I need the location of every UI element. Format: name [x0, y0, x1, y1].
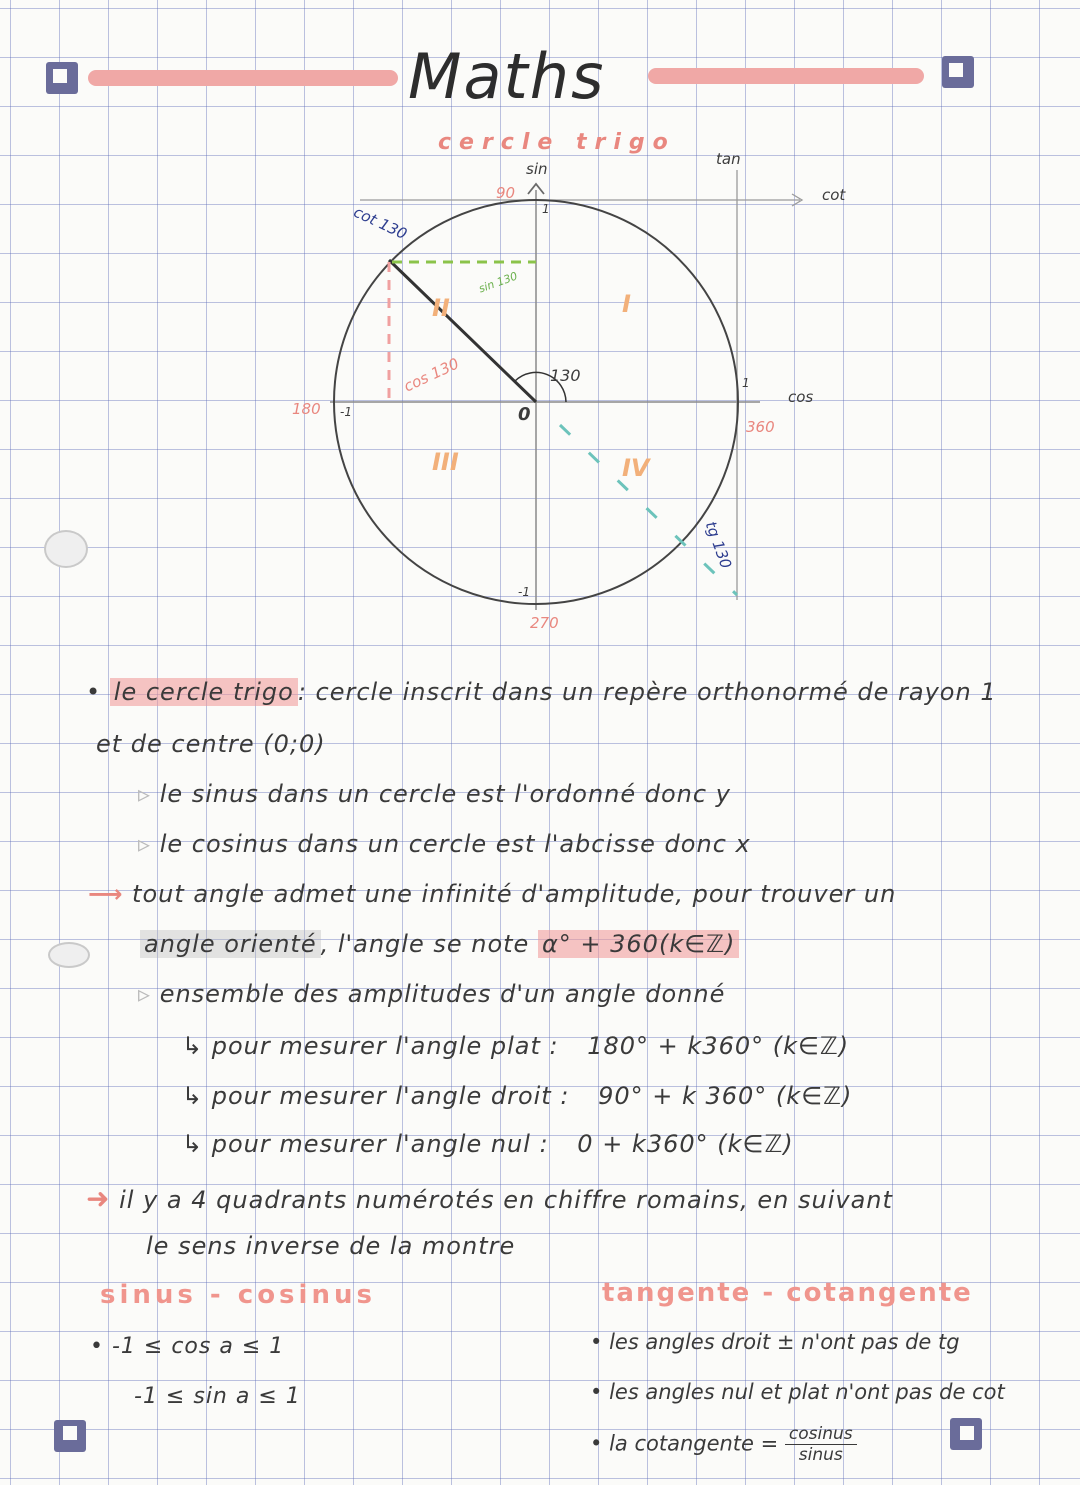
angle-line-1: ⟶ tout angle admet une infinité d'amplitude, pour trouver un [88, 880, 897, 908]
tick-left-label: -1 [340, 405, 352, 419]
tangente-line-2: • les angles nul et plat n'ont pas de cot [590, 1380, 1005, 1404]
sinus-cosinus-line-1: • -1 ≤ cos a ≤ 1 [90, 1334, 285, 1359]
sinus-text: le sinus dans un cercle est l'ordonné donc y [159, 780, 731, 808]
ensemble-line: ▹ ensemble des amplitudes d'un angle donné [138, 980, 726, 1008]
origin-label: 0 [518, 404, 531, 425]
deg-90-label: 90 [496, 184, 516, 202]
nul-label: pour mesurer l'angle nul : [211, 1130, 549, 1158]
angle-130-label: 130 [550, 366, 581, 385]
plat-line: ↳ pour mesurer l'angle plat : 180° + k360° (k∈ℤ) [182, 1032, 850, 1060]
cotangente-fraction [785, 1424, 857, 1465]
axis-tan-label: tan [716, 150, 741, 168]
axis-sin-label: sin [526, 160, 548, 178]
quadrant-i-label: I [622, 290, 631, 318]
tangente-cotangente-title: tangente - cotangente [602, 1278, 973, 1308]
deg-270-label: 270 [530, 614, 559, 632]
sinus-line: ▹ le sinus dans un cercle est l'ordonné donc y [138, 780, 731, 808]
quadrants-text-1: il y a 4 quadrants numérotés en chiffre romains, en suivant [119, 1186, 893, 1214]
definition-term: le cercle trigo [110, 678, 298, 706]
nul-formula: 0 + k360° (k∈ℤ) [577, 1130, 794, 1158]
droit-label: pour mesurer l'angle droit : [211, 1082, 570, 1110]
plat-formula: 180° + k360° (k∈ℤ) [587, 1032, 850, 1060]
ensemble-text: ensemble des amplitudes d'un angle donné [159, 980, 726, 1008]
angle-text-1: tout angle admet une infinité d'amplitude, pour trouver un [132, 880, 897, 908]
sinus-cosinus-title: sinus - cosinus [100, 1280, 376, 1310]
nul-line: ↳ pour mesurer l'angle nul : 0 + k360° (k∈ℤ) [182, 1130, 794, 1158]
angle-term: angle orienté [140, 930, 321, 958]
cosinus-line: ▹ le cosinus dans un cercle est l'abcisse donc x [138, 830, 751, 858]
quadrant-ii-label: II [432, 294, 450, 322]
tangente-line-3: • la cotangente = $\frac{\text{cosinus}}{\text{sinus}}$ [590, 1424, 857, 1465]
definition-text: : cercle inscrit dans un repère orthonormé de rayon 1 [297, 678, 997, 706]
angle-formula: α° + 360(k∈ℤ) [538, 930, 739, 958]
fraction-denominator: sinus [798, 1445, 843, 1465]
plat-label: pour mesurer l'angle plat : [211, 1032, 559, 1060]
quadrant-iv-label: IV [622, 454, 650, 482]
tangente-text-1: les angles droit ± n'ont pas de tg [609, 1330, 960, 1354]
axis-cot-label: cot [822, 186, 846, 204]
sin-130-label: sin 130 [476, 269, 520, 296]
tangente-line-1: • les angles droit ± n'ont pas de tg [590, 1330, 960, 1354]
definition-continued: et de centre (0;0) [96, 730, 326, 758]
sin-range: -1 ≤ sin a ≤ 1 [134, 1384, 301, 1409]
tg-130-label: tg 130 [701, 518, 736, 572]
droit-line: ↳ pour mesurer l'angle droit : 90° + k 360° (k∈ℤ) [182, 1082, 853, 1110]
tangente-text-2: les angles nul et plat n'ont pas de cot [609, 1380, 1005, 1404]
angle-line-2 [140, 930, 739, 958]
deg-180-label: 180 [292, 400, 321, 418]
cos-range: -1 ≤ cos a ≤ 1 [111, 1334, 285, 1359]
tick-right-label: 1 [742, 376, 750, 390]
cos-130-label: cos 130 [400, 354, 462, 396]
cosinus-text: le cosinus dans un cercle est l'abcisse donc x [159, 830, 751, 858]
cotangente-prefix: la cotangente = [609, 1431, 779, 1456]
definition-line: • le cercle trigo : cercle inscrit dans un repère orthonormé de rayon 1 [86, 678, 997, 706]
page-title: Maths [408, 40, 606, 113]
axis-cos-label: cos [788, 388, 814, 406]
page-subtitle: cercle trigo [438, 130, 676, 155]
tick-top-label: 1 [542, 202, 550, 216]
quadrant-iii-label: III [432, 448, 459, 476]
angle-text-2: , l'angle se note [320, 930, 530, 958]
cot-130-label: cot 130 [350, 202, 410, 244]
quadrants-line-1: ➜ il y a 4 quadrants numérotés en chiffre romains, en suivant [86, 1182, 893, 1215]
fraction-numerator: cosinus [785, 1424, 857, 1445]
quadrants-line-2: le sens inverse de la montre [146, 1232, 516, 1260]
sinus-cosinus-line-2 [134, 1384, 301, 1409]
droit-formula: 90° + k 360° (k∈ℤ) [598, 1082, 853, 1110]
tick-bottom-label: -1 [518, 585, 530, 599]
deg-360-label: 360 [746, 418, 775, 436]
